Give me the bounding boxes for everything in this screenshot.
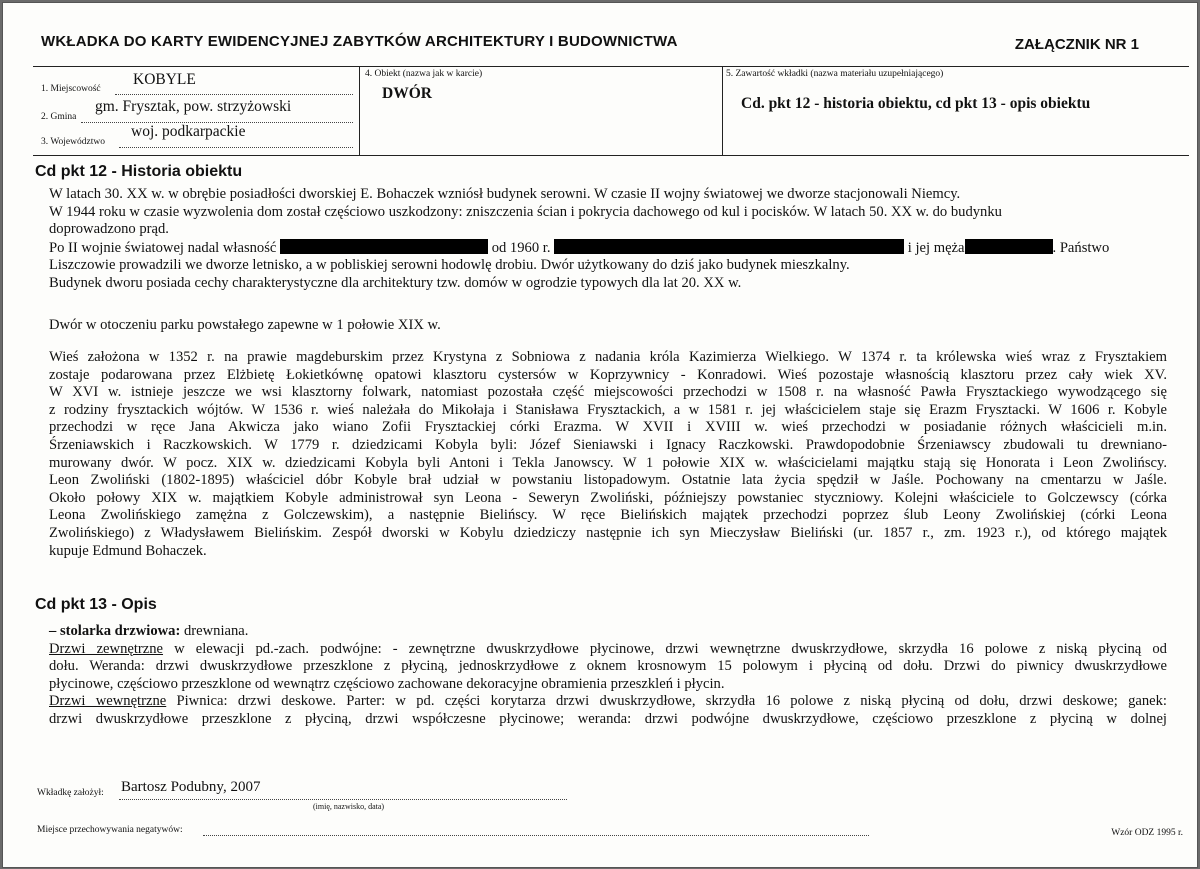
doors-line bbox=[49, 641, 1167, 659]
gmina-value: gm. Frysztak, pow. strzyżowski bbox=[95, 98, 292, 115]
owner-line bbox=[49, 239, 1169, 258]
contents-value: Cd. pkt 12 - historia obiektu, cd pkt 13 - opis obiektu bbox=[741, 95, 1091, 112]
history-line: Liszczowie prowadzili we dworze letnisko, a w pobliskiej serowni hodowlę drobiu. Dwór użytkowany do dziś jako budynek mieszkalny. bbox=[49, 257, 850, 274]
village-line: Leona Zwolińskiego zamężna z Golczewskim), a następnie Bielińscy. W ręce Bielińskich majątek przechodzi poprzez ślub Leony Zwolińskiej (córki Leona bbox=[49, 507, 1167, 524]
object-label: 4. Obiekt (nazwa jak w karcie) bbox=[365, 69, 483, 79]
village-line: W XVI w. istnieje jeszcze we wsi klasztorny folwark, natomiast pozostała część miejscowości przechodzi w 1508 r. na własność Pawła Frysztackiego wywodzącego się bbox=[49, 384, 1167, 401]
village-line: murowany dwór. W pocz. XIX w. dziedzicami Kobyla byli Antoni i Tekla Janowscy. W 1 połowie XIX w. właścicielami majątku stają się Honorata i Leon Zwolińscy. bbox=[49, 454, 1167, 471]
doors-text: w elewacji pd.-zach. podwójne: - zewnętrzne dwuskrzydłowe płycinowe, drzwi wewnętrzne dwuskrzydłowe, skrzydła 16 polowe z niską płyciną od bbox=[163, 640, 1167, 657]
object-box bbox=[359, 66, 723, 156]
village-line: Leon Zwoliński (1802-1895) właściciel dóbr Kobyle brał udział w powstaniu listopadowym. Ostatnie lata życia spędził w Jaśle. Pochowany na cmentarzu w Jaśle. bbox=[49, 472, 1167, 489]
doors-line bbox=[49, 623, 1167, 641]
history-line: W 1944 roku w czasie wyzwolenia dom został częściowo uszkodzony: zniszczenia ścian i pokrycia dachowego od kul i pocisków. W latach 50. XX w. do budynku bbox=[49, 203, 1002, 220]
village-history bbox=[49, 349, 1167, 560]
miejscowosc-label: 1. Miejscowość bbox=[41, 84, 101, 94]
park-line: Dwór w otoczeniu parku powstałego zapewne w 1 połowie XIX w. bbox=[49, 317, 441, 333]
section-13-description bbox=[49, 623, 1167, 729]
author-label: Wkładkę założył: bbox=[37, 788, 104, 798]
doors-line: płycinowe, częściowo przeszklone od wewnątrz częściowo zachowane dekoracyjne obramienia przeszkleń i płycin. bbox=[49, 675, 725, 692]
village-line: Zwolińskiego) z Władysławem Bielińskim. Zespół dworski w Kobylu dziedziczy następnie ich syn Mieczysław Bieliński (ur. 1857 r., zm. 1923 r.), od którego majątek bbox=[49, 524, 1167, 541]
village-line: z rodziny frysztackich wójtów. W 1536 r. wieś należała do Mikołaja i Stanisława Frysztackich, a w 1581 r. jej właścicielem staje się Erazm Frysztacki. W 1606 r. Kobyle bbox=[49, 401, 1167, 418]
redaction-block bbox=[280, 239, 488, 254]
doors-text: drewniana. bbox=[180, 623, 249, 639]
park-paragraph bbox=[49, 317, 1169, 335]
doors-prefix: – stolarka drzwiowa: bbox=[49, 623, 181, 639]
redaction-block bbox=[965, 239, 1053, 254]
doors-line bbox=[49, 693, 1167, 711]
village-line: Wieś założona w 1352 r. na prawie magdeburskim przez Krystyna z Sobniowa z nadania króla Kazimierza Wielkiego. W 1374 r. ta królewska wieś wraz z Frysztakiem bbox=[49, 349, 1167, 365]
author-dots bbox=[119, 799, 567, 800]
interior-doors-label: Drzwi wewnętrzne bbox=[49, 693, 167, 710]
miejscowosc-value: KOBYLE bbox=[133, 71, 196, 88]
negatives-dots bbox=[203, 835, 869, 836]
history-line: Budynek dworu posiada cechy charakterystyczne dla architektury tzw. domów w ogrodzie typowych dla lat 20. XX w. bbox=[49, 274, 742, 291]
form-version: Wzór ODZ 1995 r. bbox=[1111, 828, 1183, 838]
gmina-label: 2. Gmina bbox=[41, 112, 77, 122]
location-box bbox=[33, 66, 359, 156]
exterior-doors-label: Drzwi zewnętrzne bbox=[49, 640, 164, 657]
wojewodztwo-dots bbox=[119, 147, 353, 148]
section-12-history bbox=[49, 186, 1169, 293]
history-line: W latach 30. XX w. w obrębie posiadłości dworskiej E. Bohaczek wzniósł budynek serowni. W czasie II wojny światowej we dworze stacjonowali Niemcy. bbox=[49, 186, 961, 202]
village-line: zostaje podarowana przez Elżbietę Łokietkównę opatowi klasztoru cystersów w Koprzywnicy - Konradowi. Wieś pozostaje własnością klasztoru przez cały wiek XV. bbox=[49, 366, 1167, 383]
wojewodztwo-value: woj. podkarpackie bbox=[131, 123, 246, 140]
doors-text: Piwnica: drzwi deskowe. Parter: w pd. części korytarza drzwi dwuskrzydłowe, skrzydła 16 polowe z niską płyciną od dołu, drzwi deskowe; ganek: bbox=[166, 693, 1167, 710]
author-hint: (imię, nazwisko, data) bbox=[313, 802, 385, 811]
owner-text-d: . Państwo bbox=[1052, 239, 1110, 256]
village-line: Około połowy XIX w. majątkiem Kobyle administrował syn Leona - Seweryn Zwoliński, późniejszy powstaniec styczniowy. Kolejni właściciele to Golczewscy (córka bbox=[49, 489, 1167, 506]
section-12-heading: Cd pkt 12 - Historia obiektu bbox=[35, 163, 243, 180]
miejscowosc-dots bbox=[115, 94, 353, 95]
history-line: doprowadzono prąd. bbox=[49, 221, 169, 238]
section-13-heading: Cd pkt 13 - Opis bbox=[35, 596, 157, 613]
owner-text-a: Po II wojnie światowej nadal własność bbox=[49, 239, 277, 256]
village-line: Śrzeniawskich i Raczkowskich. W 1779 r. dziedzicami Kobyla byli: Józef Sieniawski i Ignacy Raczkowski. Prawdopodobnie Śrzeniawscy zbudowali tu drewniano- bbox=[49, 436, 1167, 453]
owner-text-c: i jej męża bbox=[907, 239, 965, 256]
document-sheet bbox=[2, 2, 1198, 868]
redaction-block bbox=[554, 239, 904, 254]
contents-box bbox=[721, 66, 1189, 156]
doors-line: dołu. Weranda: drzwi dwuskrzydłowe przeszklone z płyciną, jednoskrzydłowe z oknem krosnowym 15 polowym i płyciną od dołu. Drzwi do piwnicy dwuskrzydłowe bbox=[49, 658, 1167, 675]
attachment-number: ZAŁĄCZNIK NR 1 bbox=[1014, 36, 1139, 53]
object-value: DWÓR bbox=[382, 85, 432, 102]
doors-line: drzwi dwuskrzydłowe przeszklone z płyciną, drzwi współczesne płycinowe; weranda: drzwi podwójne dwuskrzydłowe, częściowo przeszklone z płyciną w dolnej bbox=[49, 710, 1167, 727]
owner-text-b: od 1960 r. bbox=[491, 239, 551, 256]
author-signature: Bartosz Podubny, 2007 bbox=[121, 779, 261, 795]
negatives-label: Miejsce przechowywania negatywów: bbox=[37, 825, 183, 835]
contents-label: 5. Zawartość wkładki (nazwa materiału uzupełniającego) bbox=[726, 69, 944, 79]
document-title: WKŁADKA DO KARTY EWIDENCYJNEJ ZABYTKÓW ARCHITEKTURY I BUDOWNICTWA bbox=[41, 33, 678, 50]
wojewodztwo-label: 3. Województwo bbox=[41, 137, 105, 147]
village-line: przechodzi w ręce Jana Akwicza jako wiano Zofii Frysztackiej córki Erazma. W XVII i XVIII w. wieś przechodzi w posiadanie różnych właścicieli m.in. bbox=[49, 419, 1167, 436]
village-line: kupuje Edmund Bohaczek. bbox=[49, 542, 207, 559]
